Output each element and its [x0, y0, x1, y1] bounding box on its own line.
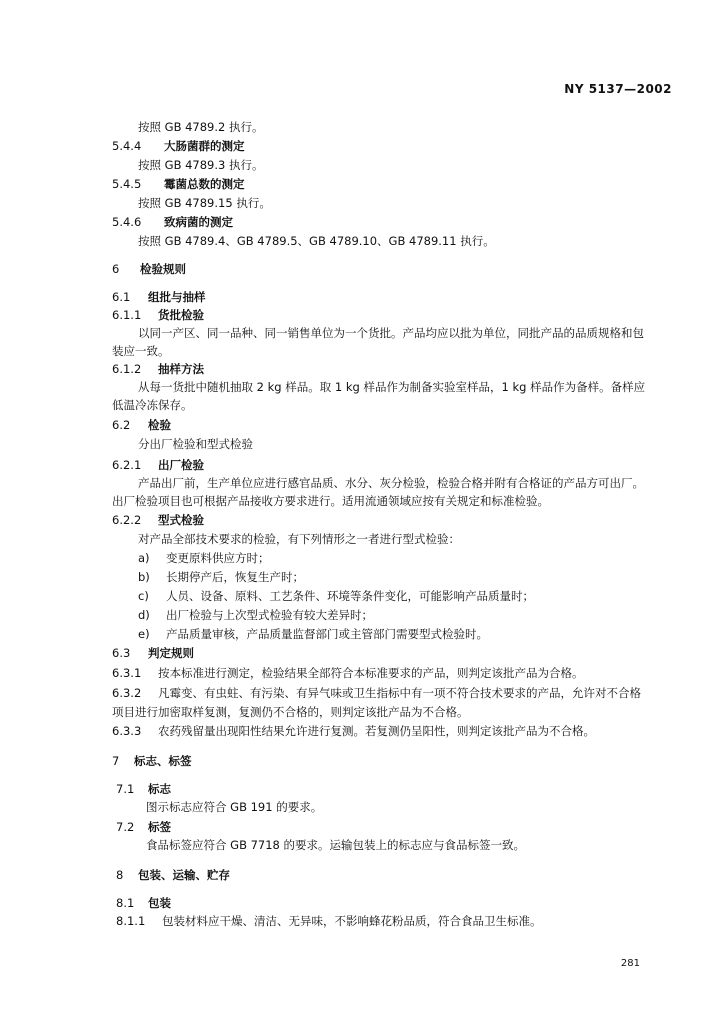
- clause-paragraph: [112, 686, 641, 700]
- clause-number: 6.1: [112, 290, 131, 304]
- clause-paragraph: [112, 724, 595, 738]
- list-marker: a): [138, 551, 150, 565]
- clause-title: 致病菌的测定: [164, 215, 233, 229]
- clause-title: 检验: [148, 418, 171, 432]
- list-text: 产品质量审核，产品质量监督部门或主管部门需要型式检验时。: [166, 627, 488, 641]
- clause-title: 组批与抽样: [148, 290, 206, 304]
- text-line: 按照 GB 4789.15 执行。: [138, 196, 271, 210]
- list-item: [138, 608, 373, 622]
- clause-text: 农药残留量出现阳性结果允许进行复测。若复测仍呈阳性，则判定该批产品为不合格。: [158, 724, 595, 738]
- clause-heading: [112, 177, 245, 191]
- clause-title: 包装: [148, 896, 171, 910]
- clause-heading: [112, 458, 204, 472]
- clause-heading: [112, 290, 206, 304]
- text-line: 产品出厂前，生产单位应进行感官品质、水分、灰分检验，检验合格并附有合格证的产品方可出厂。: [138, 476, 644, 490]
- clause-heading: [112, 362, 204, 376]
- text-line: 低温冷冻保存。: [112, 398, 193, 412]
- list-marker: e): [138, 627, 150, 641]
- text-line: 图示标志应符合 GB 191 的要求。: [146, 800, 323, 814]
- text-line: 按照 GB 4789.2 执行。: [138, 120, 264, 134]
- clause-number: 6.3.3: [112, 724, 142, 738]
- list-text: 长期停产后，恢复生产时；: [166, 570, 304, 584]
- clause-paragraph: [116, 914, 542, 928]
- clause-heading: [116, 820, 171, 834]
- clause-heading: [112, 308, 204, 322]
- clause-heading: [112, 646, 194, 660]
- clause-heading: [116, 782, 171, 796]
- standard-number: NY 5137—2002: [564, 82, 672, 96]
- list-item: [138, 551, 270, 565]
- clause-title: 判定规则: [148, 646, 194, 660]
- clause-title: 型式检验: [158, 513, 204, 527]
- clause-title: 标签: [148, 820, 171, 834]
- section-heading: [112, 754, 192, 768]
- clause-heading: [112, 513, 204, 527]
- clause-heading: [116, 896, 171, 910]
- text-line: 按照 GB 4789.4、GB 4789.5、GB 4789.10、GB 4789.11 执行。: [138, 234, 495, 248]
- clause-number: 6.1.2: [112, 362, 142, 376]
- section-heading: [112, 262, 186, 276]
- clause-heading: [112, 139, 245, 153]
- clause-heading: [112, 418, 171, 432]
- text-line: 按照 GB 4789.3 执行。: [138, 158, 264, 172]
- clause-title: 霉菌总数的测定: [164, 177, 245, 191]
- text-line: 以同一产区、同一品种、同一销售单位为一个货批。产品均应以批为单位，同批产品的品质规格和包: [138, 326, 644, 340]
- list-marker: b): [138, 570, 150, 584]
- section-number: 6: [112, 262, 120, 276]
- section-number: 8: [116, 868, 124, 882]
- clause-number: 5.4.6: [112, 215, 142, 229]
- text-line: 从每一货批中随机抽取 2 kg 样品。取 1 kg 样品作为制备实验室样品，1 kg 样品作为备样。备样应: [138, 380, 646, 394]
- clause-paragraph: [112, 666, 584, 680]
- clause-number: 6.3.1: [112, 666, 142, 680]
- clause-title: 标志: [148, 782, 171, 796]
- text-line: 分出厂检验和型式检验: [138, 437, 253, 451]
- text-line: 出厂检验项目也可根据产品接收方要求进行。适用流通领域应按有关规定和标准检验。: [112, 494, 549, 508]
- clause-number: 8.1: [116, 896, 135, 910]
- clause-title: 出厂检验: [158, 458, 204, 472]
- text-line: 项目进行加密取样复测，复测仍不合格的，则判定该批产品为不合格。: [112, 705, 469, 719]
- clause-number: 6.1.1: [112, 308, 142, 322]
- text-line: 对产品全部技术要求的检验，有下列情形之一者进行型式检验：: [138, 532, 460, 546]
- clause-number: 7.1: [116, 782, 135, 796]
- clause-number: 5.4.4: [112, 139, 142, 153]
- text-line: 食品标签应符合 GB 7718 的要求。运输包装上的标志应与食品标签一致。: [146, 838, 526, 852]
- section-number: 7: [112, 754, 120, 768]
- clause-title: 大肠菌群的测定: [164, 139, 245, 153]
- list-marker: d): [138, 608, 150, 622]
- section-title: 标志、标签: [134, 754, 192, 768]
- list-item: [138, 589, 534, 603]
- clause-number: 6.2.1: [112, 458, 142, 472]
- clause-text: 按本标准进行测定，检验结果全部符合本标准要求的产品，则判定该批产品为合格。: [158, 666, 584, 680]
- list-marker: c): [138, 589, 149, 603]
- clause-number: 6.3: [112, 646, 131, 660]
- clause-number: 6.2: [112, 418, 131, 432]
- clause-heading: [112, 215, 233, 229]
- section-title: 检验规则: [140, 262, 186, 276]
- clause-number: 6.2.2: [112, 513, 142, 527]
- clause-number: 7.2: [116, 820, 135, 834]
- clause-number: 6.3.2: [112, 686, 142, 700]
- text-line: 装应一致。: [112, 344, 170, 358]
- page-number: 281: [620, 958, 640, 969]
- section-heading: [116, 868, 230, 882]
- clause-text: 凡霉变、有虫蛀、有污染、有异气味或卫生指标中有一项不符合技术要求的产品，允许对不合格: [158, 686, 641, 700]
- list-text: 出厂检验与上次型式检验有较大差异时；: [166, 608, 373, 622]
- clause-text: 包装材料应干燥、清洁、无异味，不影响蜂花粉品质，符合食品卫生标准。: [162, 914, 542, 928]
- clause-number: 5.4.5: [112, 177, 142, 191]
- list-item: [138, 570, 304, 584]
- clause-title: 抽样方法: [158, 362, 204, 376]
- section-title: 包装、运输、贮存: [138, 868, 230, 882]
- clause-number: 8.1.1: [116, 914, 146, 928]
- list-text: 变更原料供应方时；: [166, 551, 270, 565]
- list-item: [138, 627, 488, 641]
- list-text: 人员、设备、原料、工艺条件、环境等条件变化，可能影响产品质量时；: [166, 589, 534, 603]
- clause-title: 货批检验: [158, 308, 204, 322]
